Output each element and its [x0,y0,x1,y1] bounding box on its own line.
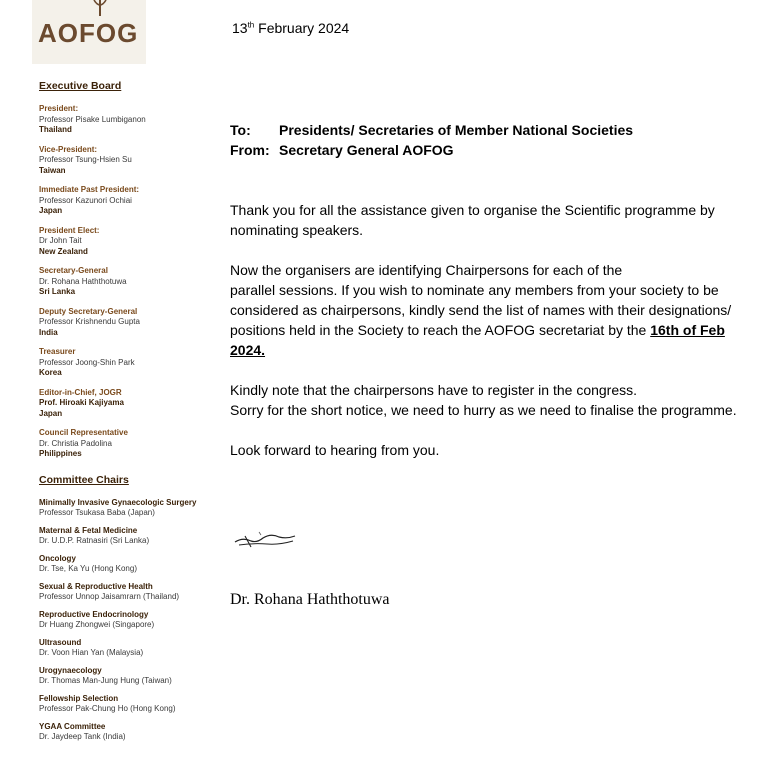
committee-chair [39,554,219,574]
committee-chair-name: Dr. U.D.P. Ratnasiri (Sri Lanka) [39,535,150,545]
to-line [230,120,633,140]
executive-country: Sri Lanka [39,287,76,296]
executive-country: New Zealand [39,246,88,256]
executive-role: Council Representative [39,428,128,437]
date-suffix: th [247,20,255,30]
committee-chairs-heading: Committee Chairs [39,473,129,486]
signatory-name: Dr. Rohana Haththotuwa [230,591,390,608]
committee-name: Oncology [39,553,76,563]
letter-date [232,20,349,36]
committee-chair-name: Professor Unnop Jaisamrarn (Thailand) [39,591,180,601]
executive-role: Immediate Past President: [39,185,140,194]
committee-chair [39,610,219,630]
handwritten-signature [233,526,297,552]
executive-role: Editor-in-Chief, JOGR [39,387,122,397]
deadline-date: 16th of Feb 2024. [230,322,725,358]
executive-name: Dr John Tait [39,236,82,245]
committee-chair [39,666,219,686]
executive-member [39,104,219,136]
executive-member [39,307,219,339]
executive-role: Deputy Secretary-General [39,306,138,316]
executive-name: Dr. Rohana Haththotuwa [39,276,127,286]
paragraph-chairpersons-rest: parallel sessions. If you wish to nominate any members from your society to be considered as chairpersons, kindly send the list of names with their designations/ positions held in the Society to reach the AOFOG secretariat by the [230,282,732,338]
executive-name: Professor Krishnendu Gupta [39,317,140,326]
from-label: From: [230,142,270,158]
committee-chair-name: Dr Huang Zhongwei (Singapore) [39,619,155,629]
paragraph-registration [230,380,740,420]
to-value: Presidents/ Secretaries of Member National Societies [279,122,634,138]
committee-name: YGAA Committee [39,721,106,731]
committee-chair [39,526,219,546]
date-month-year: February 2024 [254,20,350,36]
address-block [230,120,633,160]
executive-country: Japan [39,408,63,418]
committee-chair [39,638,219,658]
committee-chair-name: Dr. Jaydeep Tank (India) [39,731,126,741]
committee-name: Fellowship Selection [39,693,119,703]
committee-chair [39,582,219,602]
committee-chair [39,498,219,518]
executive-name: Professor Kazunori Ochiai [39,195,132,205]
committee-chair-name: Professor Tsukasa Baba (Japan) [39,507,155,517]
executive-country: Taiwan [39,165,66,175]
executive-name: Professor Tsung-Hsien Su [39,155,132,164]
executive-name: Professor Joong-Shin Park [39,357,135,367]
committee-chair-name: Dr. Thomas Man-Jung Hung (Taiwan) [39,675,172,685]
committee-chair [39,722,219,742]
paragraph-closing: Look forward to hearing from you. [230,442,440,458]
executive-country: Japan [39,206,63,215]
logo-text: AOFOG [38,18,139,48]
executive-member [39,145,219,177]
committee-name: Maternal & Fetal Medicine [39,525,138,535]
paragraph-registration-line1: Kindly note that the chairpersons have to register in the congress. [230,382,638,398]
committee-chair-name: Dr. Voon Hian Yan (Malaysia) [39,647,144,657]
committee-chairs-list [39,498,219,742]
executive-name: Prof. Hiroaki Kajiyama [39,398,124,407]
committee-name: Urogynaecology [39,665,102,675]
executive-country: India [39,327,58,337]
executive-member [39,185,219,217]
sidebar [39,80,219,750]
executive-name: Dr. Christia Padolina [39,438,112,448]
aofog-logo [32,0,146,64]
executive-role: President: [39,104,79,113]
executive-member [39,226,219,258]
executive-board-list [39,104,219,460]
executive-role: Secretary-General [39,266,108,275]
committee-name: Ultrasound [39,637,82,647]
committee-name: Sexual & Reproductive Health [39,581,153,591]
executive-country: Philippines [39,449,82,458]
executive-board-heading: Executive Board [39,80,122,92]
to-label: To: [230,122,251,138]
executive-member [39,266,219,298]
executive-member [39,347,219,379]
paragraph-registration-line2: Sorry for the short notice, we need to hurry as we need to finalise the programme. [230,402,737,418]
executive-role: Vice-President: [39,144,98,154]
committee-name: Reproductive Endocrinology [39,609,149,619]
executive-country: Thailand [39,125,72,134]
paragraph-chairpersons [230,260,740,360]
executive-role: President Elect: [39,225,100,235]
executive-role: Treasurer [39,347,76,356]
paragraph-thanks: Thank you for all the assistance given to organise the Scientific programme by nominating speakers. [230,202,715,238]
from-value: Secretary General AOFOG [279,142,454,158]
executive-country: Korea [39,368,62,377]
committee-chair [39,694,219,714]
date-day: 13 [232,20,248,36]
committee-chair-name: Professor Pak-Chung Ho (Hong Kong) [39,703,176,713]
executive-member [39,388,219,420]
executive-member [39,428,219,460]
committee-chair-name: Dr. Tse, Ka Yu (Hong Kong) [39,563,137,573]
executive-name: Professor Pisake Lumbiganon [39,114,146,124]
paragraph-chairpersons-line1: Now the organisers are identifying Chairpersons for each of the [230,262,623,278]
letter-body [230,200,740,480]
from-line [230,140,633,160]
committee-name: Minimally Invasive Gynaecologic Surgery [39,497,197,507]
